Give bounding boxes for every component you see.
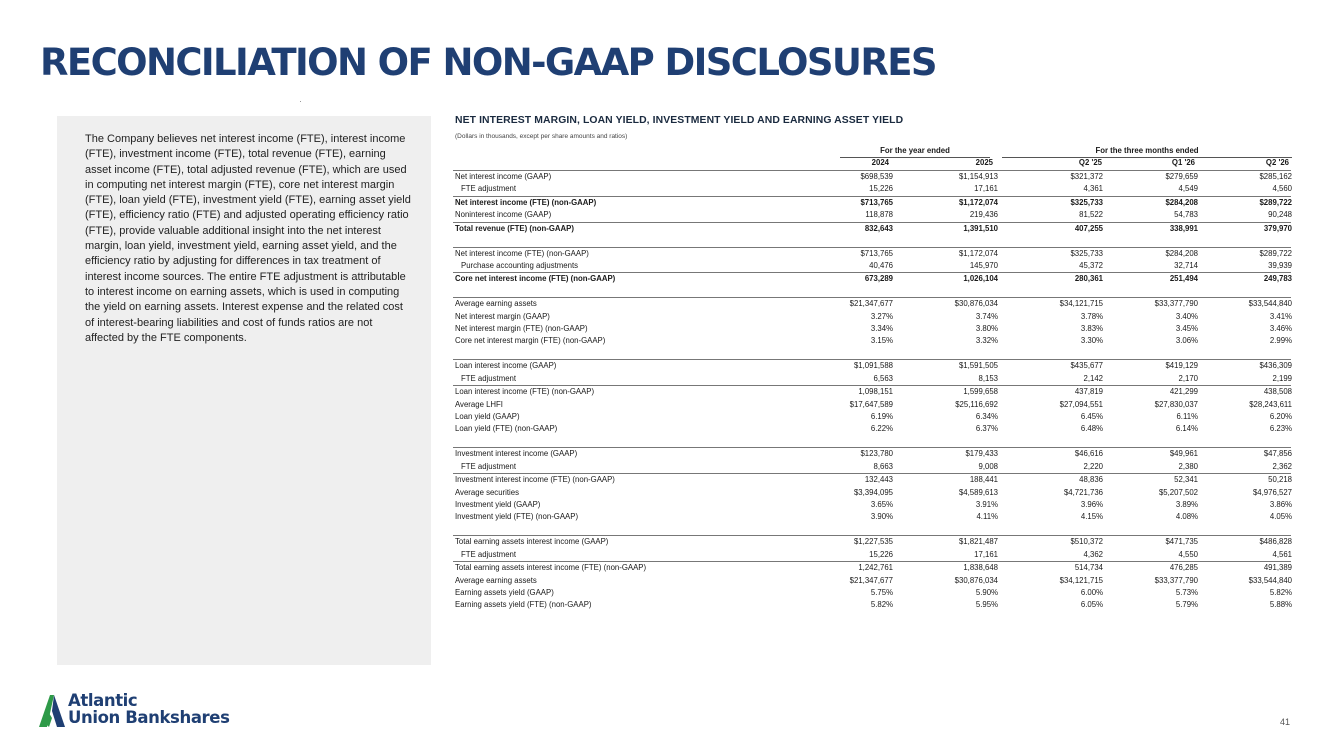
- table-row: [453, 487, 1291, 499]
- row-value: $325,733: [1070, 248, 1103, 258]
- row-value: 3.78%: [1080, 311, 1103, 321]
- row-value: $33,544,840: [1248, 299, 1292, 309]
- table-row: [453, 323, 1291, 335]
- row-label: Loan yield (FTE) (non-GAAP): [455, 424, 558, 434]
- row-value: 673,289: [864, 274, 893, 284]
- row-value: 3.15%: [870, 336, 893, 346]
- row-value: 81,522: [1079, 210, 1103, 220]
- row-value: 4,362: [1083, 549, 1103, 559]
- row-value: $34,121,715: [1059, 575, 1103, 585]
- row-value: 1,242,761: [858, 563, 893, 573]
- row-value: $47,856: [1263, 449, 1292, 459]
- row-value: $33,377,790: [1154, 575, 1198, 585]
- row-label: Investment interest income (GAAP): [455, 449, 578, 459]
- row-value: 188,441: [969, 475, 998, 485]
- row-value: $321,372: [1070, 172, 1103, 181]
- table-row: [453, 360, 1291, 372]
- row-value: $471,735: [1165, 537, 1198, 547]
- row-value: 249,783: [1263, 274, 1292, 284]
- group-header-quarter: For the three months ended: [1002, 146, 1292, 158]
- row-label: Net interest margin (FTE) (non-GAAP): [455, 324, 588, 334]
- row-label: Average earning assets: [455, 575, 537, 585]
- row-label: Net interest margin (GAAP): [455, 311, 550, 321]
- table-subtitle: (Dollars in thousands, except per share amounts and ratios): [455, 133, 628, 140]
- row-value: 6.14%: [1175, 424, 1198, 434]
- row-value: $3,394,095: [853, 487, 893, 497]
- table-row: [453, 373, 1291, 385]
- row-value: 3.80%: [975, 324, 998, 334]
- page-title: RECONCILIATION OF NON-GAAP DISCLOSURES: [40, 41, 936, 84]
- row-value: $289,722: [1259, 248, 1292, 258]
- row-value: 3.30%: [1080, 336, 1103, 346]
- table-row: [453, 196, 1291, 209]
- row-value: 6.34%: [975, 412, 998, 422]
- section-spacer: [453, 348, 1291, 360]
- section-spacer: [453, 524, 1291, 536]
- row-value: $21,347,677: [849, 299, 893, 309]
- row-value: 832,643: [864, 223, 893, 233]
- row-value: 1,599,658: [963, 387, 998, 397]
- row-value: 15,226: [869, 184, 893, 194]
- row-value: 3.96%: [1080, 499, 1103, 509]
- row-value: $28,243,611: [1249, 399, 1292, 409]
- row-value: 6.48%: [1080, 424, 1103, 434]
- row-value: 5.75%: [870, 587, 893, 597]
- row-value: 3.91%: [975, 499, 998, 509]
- row-value: 6.11%: [1176, 412, 1198, 422]
- row-value: 5.95%: [975, 600, 998, 610]
- row-value: 2,220: [1083, 461, 1103, 471]
- row-value: $510,372: [1070, 537, 1103, 547]
- row-label: Core net interest margin (FTE) (non-GAAP): [455, 336, 606, 346]
- row-value: 338,991: [1169, 223, 1198, 233]
- row-label: FTE adjustment: [461, 461, 517, 471]
- row-value: $27,830,037: [1154, 399, 1198, 409]
- financial-table: [453, 170, 1291, 612]
- row-value: 219,436: [969, 210, 998, 220]
- row-value: $284,208: [1165, 197, 1198, 207]
- row-value: $436,309: [1259, 361, 1292, 371]
- row-value: 3.74%: [975, 311, 998, 321]
- table-row: [453, 399, 1291, 411]
- table-row: [453, 561, 1291, 574]
- row-label: Net interest income (FTE) (non-GAAP): [455, 248, 589, 258]
- table-title: NET INTEREST MARGIN, LOAN YIELD, INVESTMENT YIELD AND EARNING ASSET YIELD: [455, 115, 904, 126]
- row-value: 5.82%: [870, 600, 893, 610]
- row-value: $49,961: [1169, 449, 1198, 459]
- row-value: 6.05%: [1080, 600, 1103, 610]
- row-value: 52,341: [1174, 475, 1198, 485]
- table-row: [453, 311, 1291, 323]
- row-value: 6.19%: [870, 412, 893, 422]
- row-value: $698,539: [860, 172, 893, 181]
- table-row: [453, 587, 1291, 599]
- row-value: 1,098,151: [858, 387, 893, 397]
- row-value: 8,663: [873, 461, 893, 471]
- section-spacer: [453, 286, 1291, 298]
- row-label: Net interest income (FTE) (non-GAAP): [455, 197, 597, 207]
- explanation-text: The Company believes net interest income (FTE), interest income (FTE), investment income (FTE), total revenue (FTE), earning asset income (FTE), total adjusted revenue (FTE), which are used in computing net interest margin (FTE), core net interest margin (FTE), loan yield (FTE), investment yield (FTE), earning asset yield (FTE), efficiency ratio (FTE) and adjusted operating efficiency ratio (FTE), provide valuable additional insight into the net interest margin, loan yield, investment yield, earning asset yield, and the efficiency ratio by adjusting for differences in tax treatment of interest income sources. The entire FTE adjustment is attributable to interest income on earning assets, which is used in computing the yield on earning assets. Interest expense and the related cost of interest-bearing liabilities and cost of funds ratios are not affected by the FTE components.: [85, 133, 411, 344]
- row-value: 32,714: [1174, 260, 1198, 270]
- row-value: $123,780: [860, 449, 893, 459]
- row-value: 8,153: [978, 373, 998, 383]
- row-value: 491,389: [1263, 563, 1292, 573]
- row-value: 2,199: [1272, 373, 1292, 383]
- row-value: 421,299: [1169, 387, 1198, 397]
- row-value: $325,733: [1070, 197, 1103, 207]
- row-value: 5.79%: [1175, 600, 1198, 610]
- row-value: $4,976,527: [1252, 487, 1292, 497]
- row-value: 4.11%: [976, 512, 998, 522]
- row-value: 2,380: [1178, 461, 1198, 471]
- row-value: 48,836: [1079, 475, 1103, 485]
- row-value: 2,142: [1083, 373, 1103, 383]
- row-label: Purchase accounting adjustments: [461, 260, 579, 270]
- row-value: 2,362: [1272, 461, 1292, 471]
- logo-line-2: Union Bankshares: [68, 707, 230, 727]
- row-value: 6.20%: [1269, 412, 1292, 422]
- table-row: [453, 499, 1291, 511]
- row-value: 17,161: [974, 549, 998, 559]
- row-value: 4,560: [1272, 184, 1292, 194]
- table-row: [453, 260, 1291, 272]
- table-row: [453, 461, 1291, 473]
- row-value: $279,659: [1165, 172, 1198, 181]
- row-value: $5,207,502: [1158, 487, 1198, 497]
- row-value: 145,970: [969, 260, 998, 270]
- row-value: 4.15%: [1080, 512, 1103, 522]
- row-value: 6.23%: [1269, 424, 1292, 434]
- table-row: [453, 209, 1291, 221]
- table-row: [453, 248, 1291, 260]
- row-value: $179,433: [965, 449, 998, 459]
- logo-mark-icon: [39, 693, 65, 727]
- row-value: 3.89%: [1175, 499, 1198, 509]
- logo-wordmark: [68, 693, 230, 726]
- row-value: 90,248: [1268, 210, 1292, 220]
- row-value: $1,821,487: [958, 537, 998, 547]
- row-value: 476,285: [1169, 563, 1198, 573]
- row-value: 251,494: [1169, 274, 1198, 284]
- row-value: 4.05%: [1269, 512, 1292, 522]
- table-row: [453, 183, 1291, 195]
- table-row: [453, 511, 1291, 523]
- row-value: 54,783: [1174, 210, 1198, 220]
- row-value: 3.27%: [870, 311, 893, 321]
- row-value: $1,227,535: [853, 537, 893, 547]
- table-row: [453, 536, 1291, 548]
- row-label: Investment yield (FTE) (non-GAAP): [455, 512, 579, 522]
- row-label: Total revenue (FTE) (non-GAAP): [455, 223, 574, 233]
- row-value: 2.99%: [1269, 336, 1292, 346]
- table-row: [453, 222, 1291, 235]
- row-label: FTE adjustment: [461, 549, 517, 559]
- row-value: 132,443: [864, 475, 893, 485]
- table-row: [453, 575, 1291, 587]
- row-value: 379,970: [1263, 223, 1292, 233]
- row-value: $1,154,913: [958, 172, 998, 181]
- stray-mark: [300, 101, 301, 102]
- row-value: 6,563: [873, 373, 893, 383]
- row-value: 1,838,648: [963, 563, 998, 573]
- table-row: [453, 473, 1291, 486]
- row-label: Loan yield (GAAP): [455, 412, 520, 422]
- row-label: Investment yield (GAAP): [455, 499, 541, 509]
- row-value: 3.40%: [1175, 311, 1198, 321]
- row-value: $419,129: [1165, 361, 1198, 371]
- row-value: 5.73%: [1175, 587, 1198, 597]
- row-value: 438,508: [1263, 387, 1292, 397]
- row-value: 3.45%: [1175, 324, 1198, 334]
- row-value: 3.06%: [1175, 336, 1198, 346]
- row-value: 6.45%: [1080, 412, 1103, 422]
- row-value: 3.65%: [870, 499, 893, 509]
- table-row: [453, 599, 1291, 611]
- row-value: 407,255: [1074, 223, 1103, 233]
- row-label: Total earning assets interest income (GAAP): [455, 537, 609, 547]
- table-row: [453, 298, 1291, 310]
- table-row: [453, 411, 1291, 423]
- row-label: FTE adjustment: [461, 184, 517, 194]
- table-row: [453, 272, 1291, 285]
- row-label: FTE adjustment: [461, 373, 517, 383]
- row-value: 3.86%: [1269, 499, 1292, 509]
- column-header: Q2 '26: [1265, 158, 1289, 167]
- row-value: 6.22%: [870, 424, 893, 434]
- table-row: [453, 335, 1291, 347]
- row-value: 15,226: [869, 549, 893, 559]
- explanation-panel: [57, 116, 431, 665]
- row-value: $30,876,034: [954, 575, 998, 585]
- row-value: 39,939: [1268, 260, 1292, 270]
- row-value: 40,476: [869, 260, 893, 270]
- row-value: 6.37%: [975, 424, 998, 434]
- row-value: $285,162: [1259, 172, 1292, 181]
- row-value: $33,544,840: [1248, 575, 1292, 585]
- logo-line-1: Atlantic: [68, 691, 138, 710]
- row-value: 50,218: [1268, 475, 1292, 485]
- row-value: 1,391,510: [963, 223, 998, 233]
- row-value: $435,677: [1070, 361, 1103, 371]
- row-value: 4,561: [1272, 549, 1292, 559]
- page-number: 41: [1280, 717, 1291, 727]
- row-value: 6.00%: [1080, 587, 1103, 597]
- row-label: Loan interest income (FTE) (non-GAAP): [455, 387, 595, 397]
- row-value: $25,116,692: [955, 399, 998, 409]
- row-value: $289,722: [1259, 197, 1292, 207]
- row-label: Investment interest income (FTE) (non-GAAP): [455, 475, 615, 485]
- row-value: 2,170: [1178, 373, 1198, 383]
- row-value: $1,172,074: [958, 248, 998, 258]
- row-value: $33,377,790: [1154, 299, 1198, 309]
- row-value: $1,591,505: [958, 361, 998, 371]
- row-value: $17,647,589: [849, 399, 893, 409]
- row-value: 437,819: [1074, 387, 1103, 397]
- row-value: 9,008: [978, 461, 998, 471]
- row-value: $21,347,677: [849, 575, 893, 585]
- row-label: Core net interest income (FTE) (non-GAAP): [455, 274, 616, 284]
- group-header-year: For the year ended: [840, 146, 990, 158]
- row-value: 3.83%: [1080, 324, 1103, 334]
- row-value: $34,121,715: [1059, 299, 1103, 309]
- row-value: 3.90%: [870, 512, 893, 522]
- row-label: Average LHFI: [455, 399, 503, 409]
- row-value: 4.08%: [1175, 512, 1198, 522]
- row-value: $284,208: [1165, 248, 1198, 258]
- section-spacer: [453, 436, 1291, 448]
- row-value: 3.41%: [1269, 311, 1292, 321]
- section-spacer: [453, 235, 1291, 247]
- row-value: 17,161: [974, 184, 998, 194]
- column-header: Q1 '26: [1171, 158, 1195, 167]
- table-row: [453, 171, 1291, 183]
- table-row: [453, 385, 1291, 398]
- row-label: Average securities: [455, 487, 519, 497]
- table-row: [453, 448, 1291, 460]
- row-value: $30,876,034: [954, 299, 998, 309]
- row-label: Total earning assets interest income (FTE) (non-GAAP): [455, 563, 647, 573]
- row-value: 3.46%: [1269, 324, 1292, 334]
- row-label: Loan interest income (GAAP): [455, 361, 557, 371]
- row-value: $1,172,074: [958, 197, 998, 207]
- row-value: 1,026,104: [963, 274, 998, 284]
- row-value: $4,589,613: [958, 487, 998, 497]
- column-header: Q2 '25: [1078, 158, 1102, 167]
- row-value: $713,765: [860, 197, 893, 207]
- row-value: 5.90%: [975, 587, 998, 597]
- row-value: 5.88%: [1269, 600, 1292, 610]
- row-value: $486,828: [1259, 537, 1292, 547]
- column-header: 2024: [871, 158, 889, 167]
- row-value: $713,765: [860, 248, 893, 258]
- row-value: 514,734: [1074, 563, 1103, 573]
- row-value: $27,094,551: [1059, 399, 1103, 409]
- row-value: 280,361: [1074, 274, 1103, 284]
- row-label: Average earning assets: [455, 299, 537, 309]
- company-logo: [39, 692, 279, 728]
- row-value: $4,721,736: [1063, 487, 1103, 497]
- row-value: $1,091,588: [853, 361, 893, 371]
- row-label: Noninterest income (GAAP): [455, 210, 552, 220]
- row-label: Earning assets yield (FTE) (non-GAAP): [455, 600, 592, 610]
- column-header: 2025: [975, 158, 993, 167]
- row-value: 118,878: [865, 210, 893, 220]
- row-value: 5.82%: [1269, 587, 1292, 597]
- table-row: [453, 549, 1291, 561]
- row-value: 3.34%: [870, 324, 893, 334]
- row-label: Earning assets yield (GAAP): [455, 587, 554, 597]
- row-value: 4,361: [1083, 184, 1103, 194]
- row-label: Net interest income (GAAP): [455, 172, 552, 181]
- row-value: 3.32%: [975, 336, 998, 346]
- row-value: 4,549: [1178, 184, 1198, 194]
- row-value: 45,372: [1079, 260, 1103, 270]
- row-value: 4,550: [1178, 549, 1198, 559]
- table-row: [453, 423, 1291, 435]
- row-value: $46,616: [1074, 449, 1103, 459]
